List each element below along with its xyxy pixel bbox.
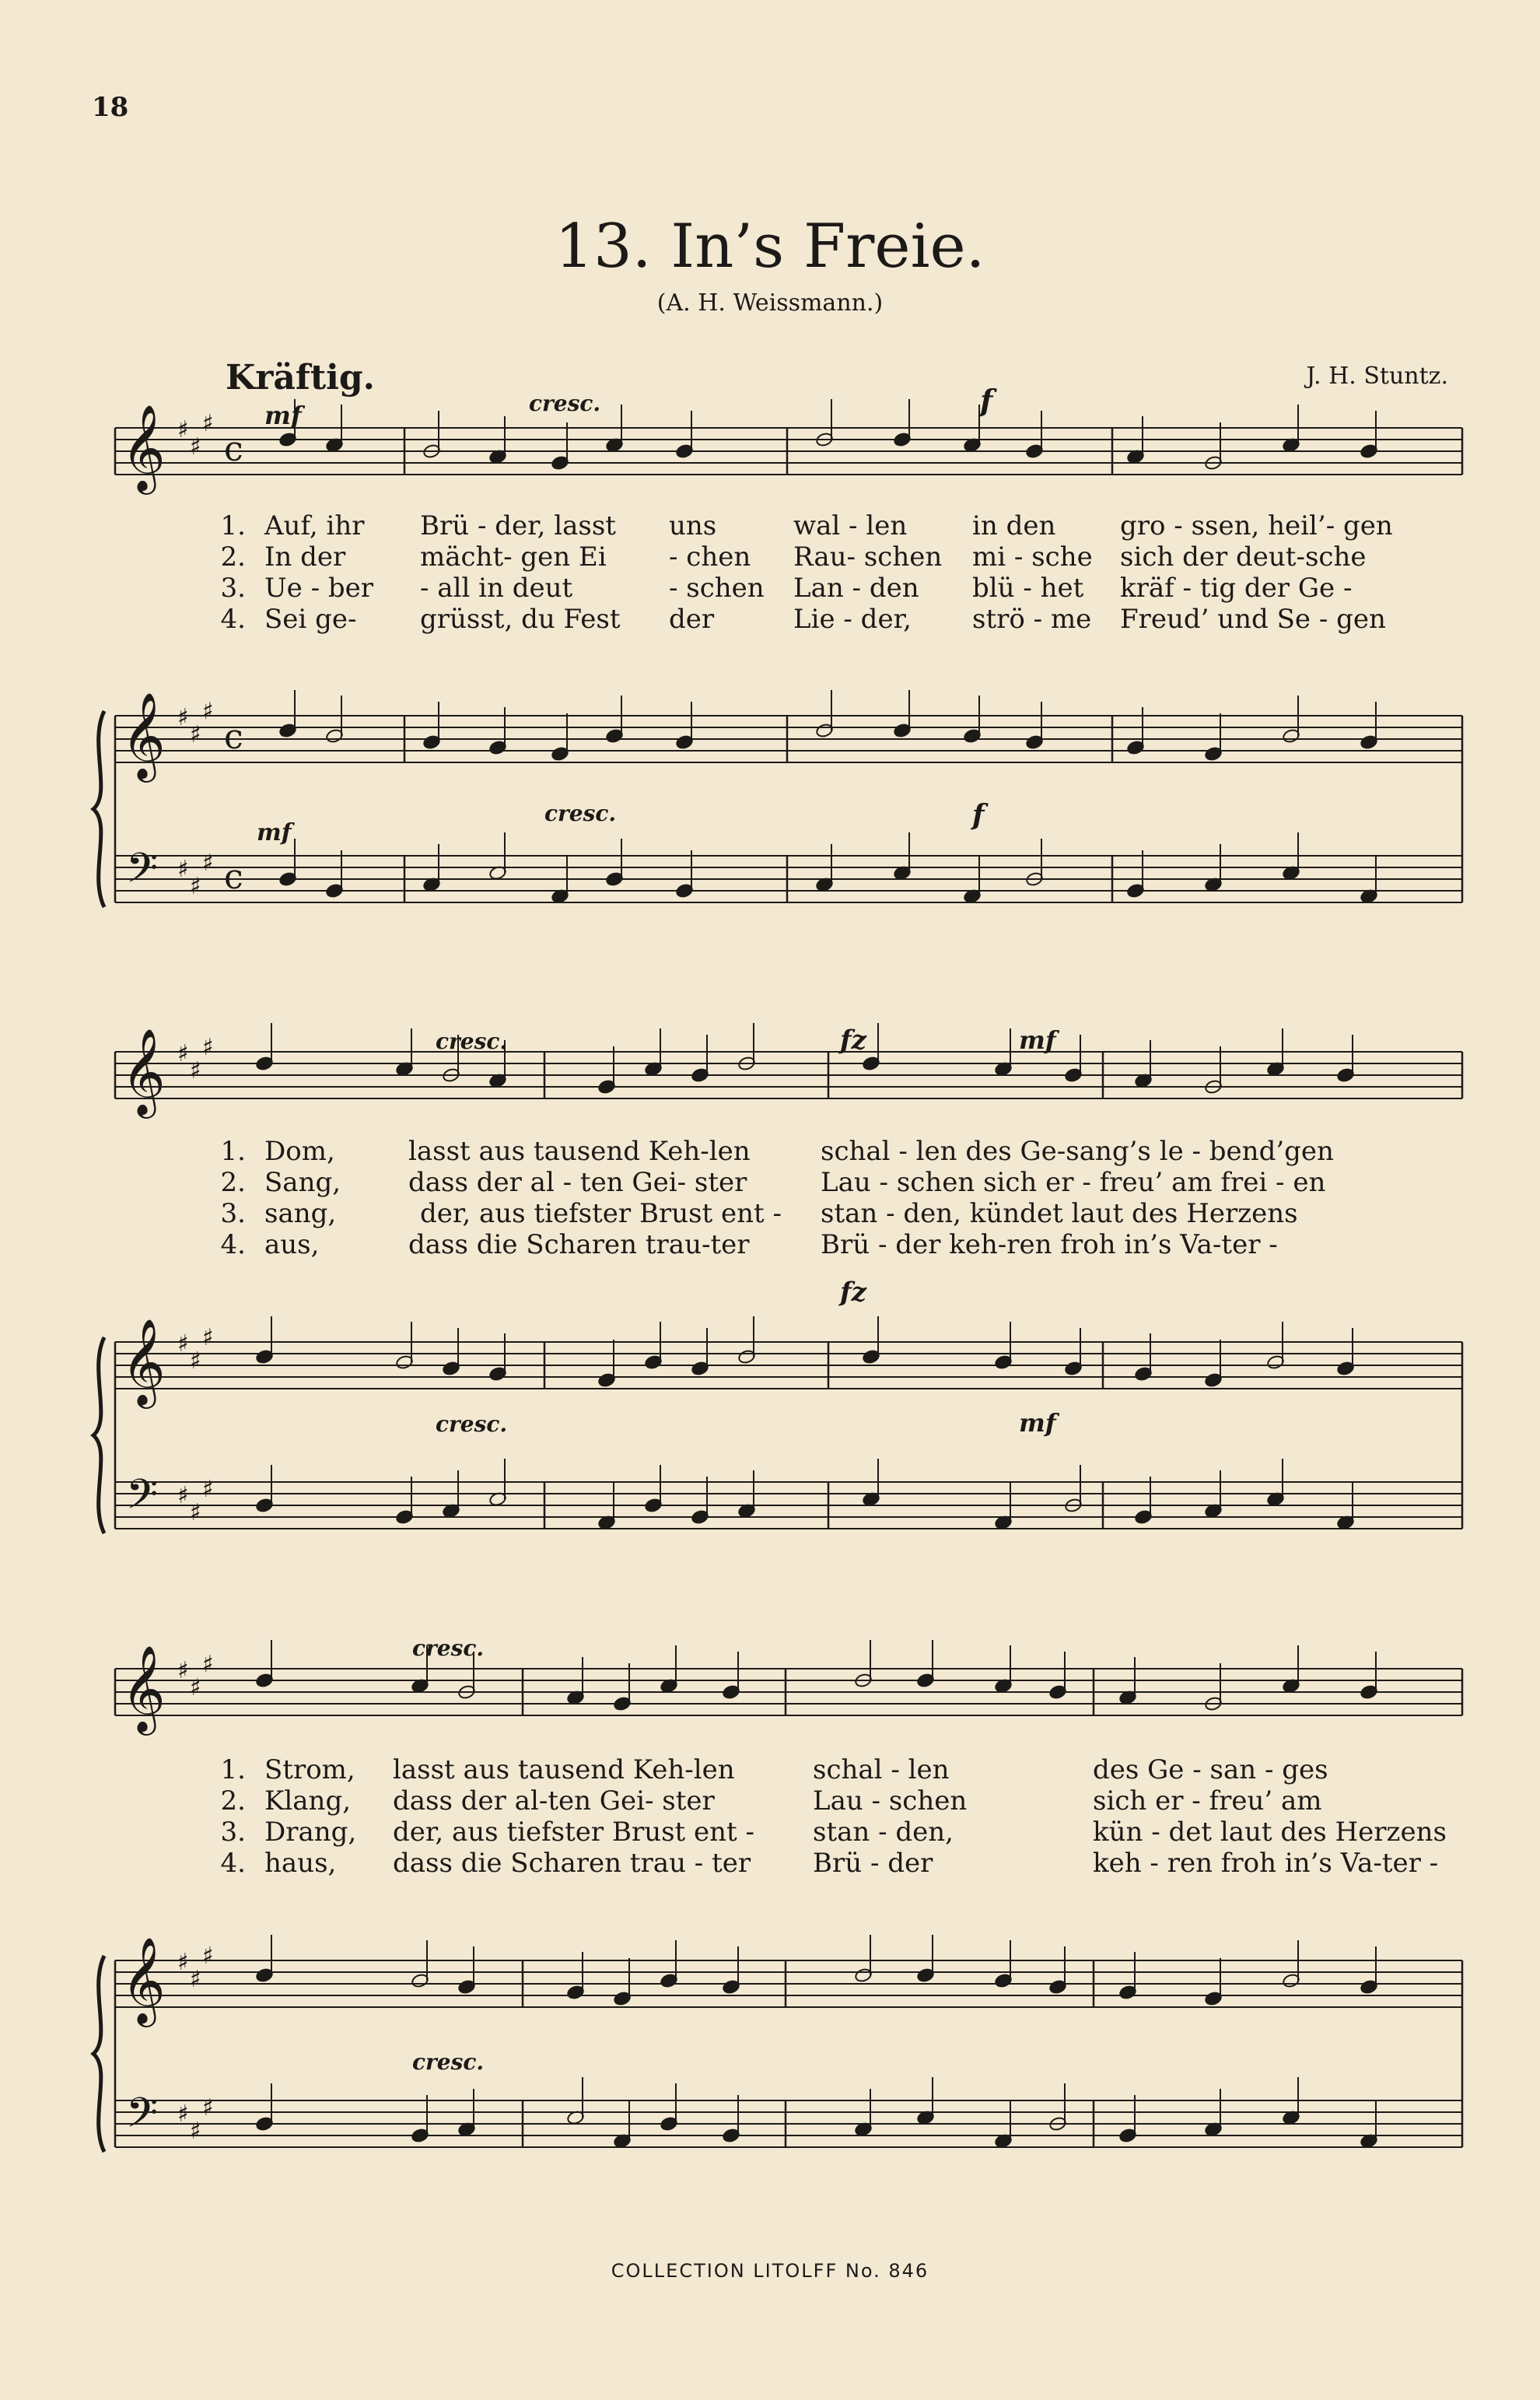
piano-brace [93, 711, 104, 907]
verse-number: 1. [220, 1136, 246, 1167]
lyric-text: stan - den, [813, 1817, 954, 1848]
verse-1-line [220, 1754, 1439, 1785]
treble-clef-icon: 𝄞 [121, 1936, 166, 2023]
verse-2-line [220, 1167, 1439, 1198]
sharp-sign: ♯ [202, 1324, 214, 1351]
sharp-sign: ♯ [177, 1657, 189, 1684]
lyric-text: kräf - tig der Ge - [1120, 573, 1353, 604]
bass-clef-icon: 𝄢 [126, 845, 159, 902]
sharp-sign: ♯ [177, 704, 189, 731]
sharp-sign: ♯ [177, 1040, 189, 1067]
sharp-sign: ♯ [202, 1651, 214, 1678]
dynamic-mark: cresc. [436, 1028, 508, 1054]
verse-number: 3. [220, 1198, 246, 1229]
lyric-text: aus, [264, 1229, 320, 1260]
lyric-text: Lau - schen [813, 1785, 968, 1817]
lyric-text: Lan - den [793, 573, 919, 604]
lyric-text: des Ge - san - ges [1093, 1754, 1328, 1785]
lyric-text: schal - len [813, 1754, 950, 1785]
lyric-text: der, aus tiefster Brust ent - [393, 1817, 755, 1848]
verse-number: 1. [220, 510, 246, 541]
verse-3-line [220, 1817, 1447, 1848]
verse-number: 2. [220, 541, 246, 573]
song-title: 13. In’s Freie. [555, 212, 985, 282]
bass-clef-icon: 𝄢 [126, 2090, 159, 2147]
piano-brace [93, 1337, 104, 1533]
lyric-text: sang, [264, 1198, 337, 1229]
sharp-sign: ♯ [190, 721, 201, 748]
lyric-text: haus, [264, 1848, 337, 1879]
lyric-text: Brü - der, lasst [420, 510, 616, 541]
lyric-text: - schen [669, 573, 765, 604]
lyric-text: keh - ren froh in’s Va-ter - [1093, 1848, 1439, 1879]
lyric-text: Dom, [264, 1136, 335, 1167]
sharp-sign: ♯ [190, 1966, 201, 1993]
sharp-sign: ♯ [202, 1034, 214, 1061]
lyric-text: Klang, [264, 1785, 352, 1817]
verse-4-line [220, 604, 1439, 635]
lyric-text: uns [669, 510, 717, 541]
lyric-text: gro - ssen, heil’- gen [1120, 510, 1393, 541]
sharp-sign: ♯ [177, 1949, 189, 1976]
lyric-text: Brü - der [813, 1848, 933, 1879]
sharp-sign: ♯ [190, 433, 201, 461]
lyric-text: in den [972, 510, 1056, 541]
dynamic-mark: mf [1019, 1025, 1056, 1055]
common-time-sign: c [224, 857, 243, 897]
treble-clef-icon: 𝄞 [121, 1318, 166, 1405]
page-number: 18 [92, 92, 129, 123]
lyric-text: sich er - freu’ am [1093, 1785, 1322, 1817]
dynamic-mark: fz [840, 1277, 866, 1308]
lyric-text: sich der deut-sche [1120, 541, 1367, 573]
lyric-text: Auf, ihr [264, 510, 365, 541]
verse-number: 3. [220, 573, 246, 604]
sharp-sign: ♯ [177, 416, 189, 443]
sharp-sign: ♯ [190, 2118, 201, 2145]
treble-clef-icon: 𝄞 [121, 1645, 166, 1732]
verse-4-line [220, 1229, 1439, 1260]
sharp-sign: ♯ [177, 856, 189, 883]
lyric-text: dass die Scharen trau-ter [408, 1229, 750, 1260]
publisher-footer: COLLECTION LITOLFF No. 846 [611, 2260, 929, 2282]
lyric-text: dass die Scharen trau - ter [393, 1848, 751, 1879]
lyric-text: Sei ge- [264, 604, 357, 635]
lyric-text: - all in deut [420, 573, 573, 604]
dynamic-mark: f [972, 799, 985, 832]
lyric-text: stan - den, kündet laut des Herzens [821, 1198, 1298, 1229]
dynamic-mark: cresc. [412, 1635, 485, 1661]
lyric-text: In der [264, 541, 346, 573]
lyric-text: grüsst, du Fest [420, 604, 621, 635]
dynamic-mark: fz [840, 1025, 866, 1056]
lyric-text: mi - sche [972, 541, 1093, 573]
dynamic-mark: cresc. [529, 391, 601, 416]
dynamic-mark: f [980, 383, 993, 418]
dynamic-mark: mf [257, 819, 292, 846]
dynamic-mark: cresc. [544, 801, 617, 826]
composer-credit: J. H. Stuntz. [1306, 363, 1448, 390]
sharp-sign: ♯ [202, 850, 214, 877]
lyric-text: Brü - der keh-ren froh in’s Va-ter - [821, 1229, 1278, 1260]
dynamic-mark: cresc. [436, 1411, 508, 1437]
common-time-sign: c [224, 717, 243, 757]
verse-number: 4. [220, 1229, 246, 1260]
verse-2-line [220, 1785, 1439, 1817]
poet-credit: (A. H. Weissmann.) [656, 289, 884, 317]
verse-3-line [220, 1198, 1439, 1229]
lyric-text: der, aus tiefster Brust ent - [420, 1198, 782, 1229]
lyric-text: kün - det laut des Herzens [1093, 1817, 1447, 1848]
sharp-sign: ♯ [190, 1347, 201, 1375]
verse-number: 4. [220, 604, 246, 635]
sharp-sign: ♯ [202, 2094, 214, 2121]
lyric-text: dass der al - ten Gei- ster [408, 1167, 747, 1198]
lyric-text: - chen [669, 541, 751, 573]
lyric-text: Freud’ und Se - gen [1120, 604, 1386, 635]
sharp-sign: ♯ [202, 410, 214, 437]
sharp-sign: ♯ [202, 698, 214, 725]
treble-clef-icon: 𝄞 [121, 404, 166, 491]
sharp-sign: ♯ [202, 1943, 214, 1970]
lyric-text: Drang, [264, 1817, 357, 1848]
sharp-sign: ♯ [190, 1674, 201, 1701]
lyric-text: strö - me [972, 604, 1092, 635]
sharp-sign: ♯ [202, 1476, 214, 1503]
verse-number: 3. [220, 1817, 246, 1848]
verse-1-line [220, 510, 1439, 541]
lyric-text: blü - het [972, 573, 1084, 604]
verse-4-line [220, 1848, 1439, 1879]
sharp-sign: ♯ [177, 1482, 189, 1509]
verse-number: 1. [220, 1754, 246, 1785]
verse-number: 2. [220, 1785, 246, 1817]
sharp-sign: ♯ [177, 1330, 189, 1358]
verse-1-line [220, 1136, 1439, 1167]
dynamic-mark: cresc. [412, 2049, 485, 2075]
lyric-text: Strom, [264, 1754, 355, 1785]
lyric-text: wal - len [793, 510, 908, 541]
verse-2-line [220, 541, 1439, 573]
sharp-sign: ♯ [190, 1499, 201, 1526]
lyric-text: lasst aus tausend Keh-len [408, 1136, 751, 1167]
verse-number: 4. [220, 1848, 246, 1879]
verse-3-line [220, 573, 1439, 604]
lyric-text: dass der al-ten Gei- ster [393, 1785, 715, 1817]
lyric-text: Lie - der, [793, 604, 912, 635]
lyric-text: Rau- schen [793, 541, 943, 573]
tempo-marking: Kräftig. [226, 358, 375, 398]
lyrics-system-1 [220, 510, 1439, 635]
common-time-sign: c [224, 429, 243, 469]
lyric-text: Ue - ber [264, 573, 374, 604]
lyric-text: schal - len des Ge-sang’s le - bend’gen [821, 1136, 1334, 1167]
dynamic-mark: mf [264, 401, 302, 430]
bass-clef-icon: 𝄢 [126, 1471, 159, 1529]
lyrics-system-2 [220, 1136, 1439, 1260]
piano-brace [93, 1956, 104, 2152]
lyric-text: der [669, 604, 715, 635]
lyric-text: mächt- gen Ei [420, 541, 607, 573]
verse-number: 2. [220, 1167, 246, 1198]
treble-clef-icon: 𝄞 [121, 1028, 166, 1115]
sharp-sign: ♯ [190, 1057, 201, 1084]
sharp-sign: ♯ [177, 2100, 189, 2128]
lyric-text: lasst aus tausend Keh-len [393, 1754, 735, 1785]
lyric-text: Sang, [264, 1167, 341, 1198]
lyrics-system-3 [220, 1754, 1447, 1879]
sharp-sign: ♯ [190, 873, 201, 900]
lyric-text: Lau - schen sich er - freu’ am frei - en [821, 1167, 1326, 1198]
treble-clef-icon: 𝄞 [121, 692, 166, 779]
dynamic-mark: mf [1019, 1408, 1056, 1438]
